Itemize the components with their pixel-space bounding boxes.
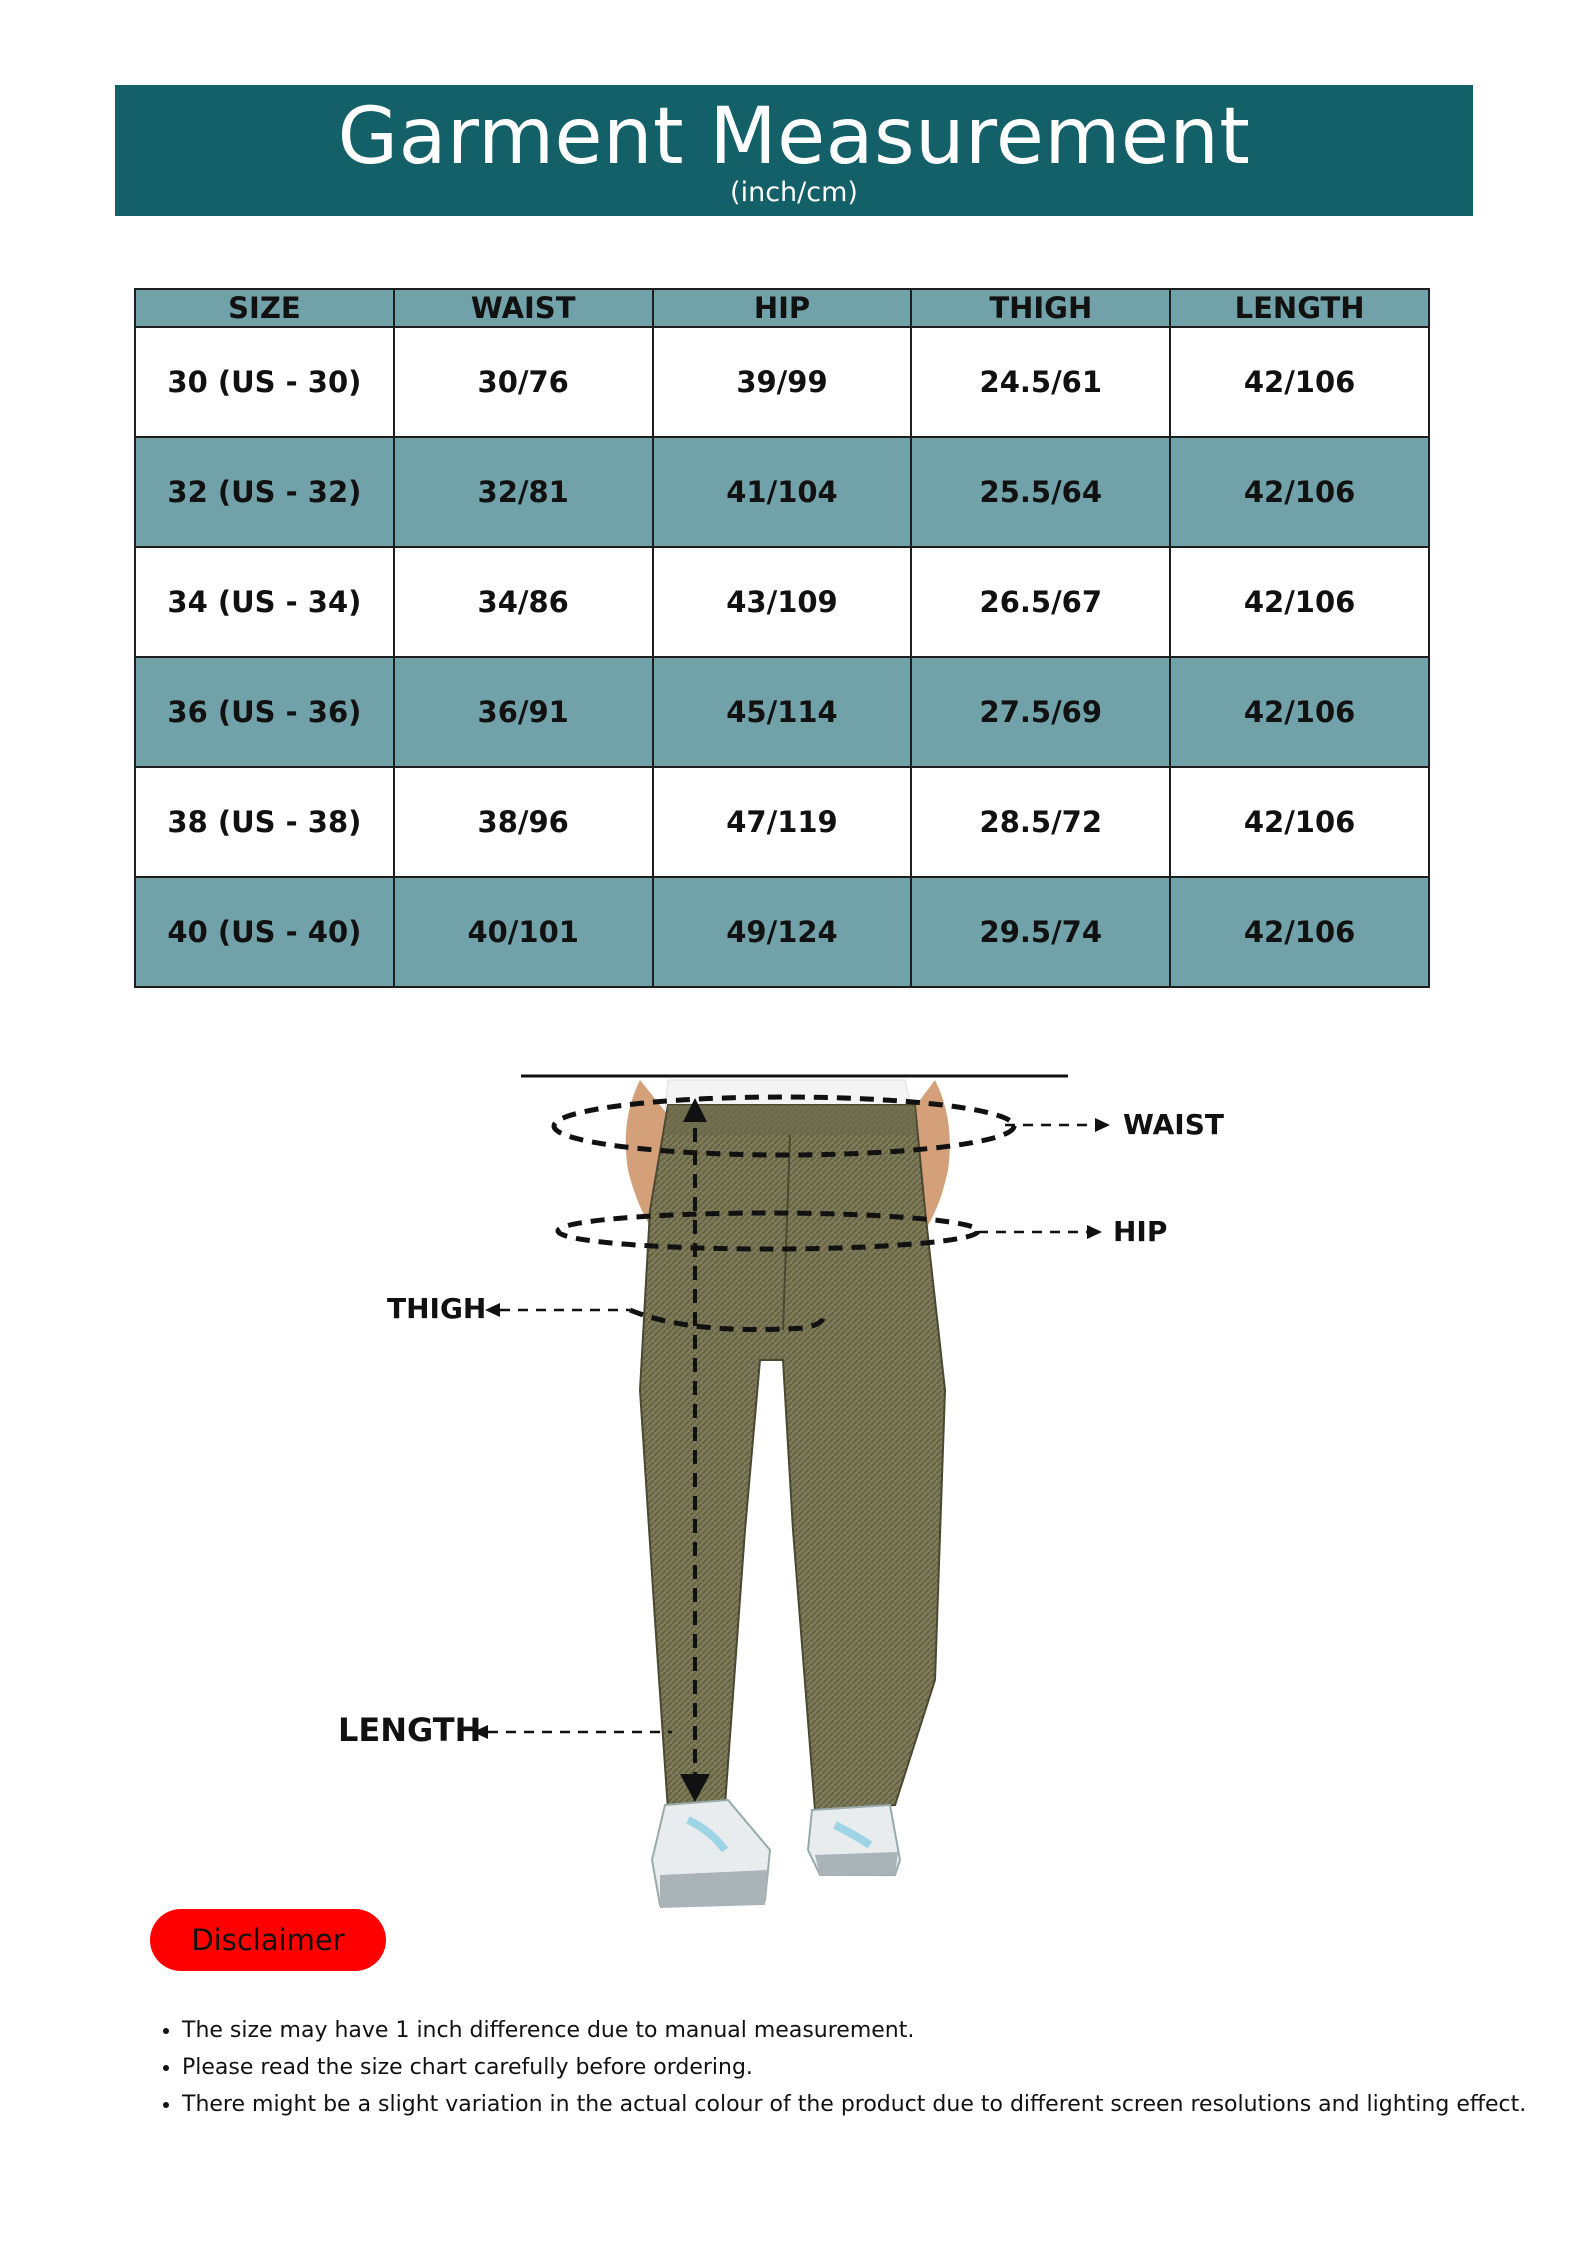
disclaimer-notes — [150, 2012, 1526, 2123]
cell-length: 42/106 — [1170, 877, 1429, 987]
waist-arrow-icon — [1095, 1118, 1110, 1132]
disclaimer-badge: Disclaimer — [150, 1909, 386, 1971]
cell-waist: 40/101 — [394, 877, 653, 987]
cell-length: 42/106 — [1170, 657, 1429, 767]
label-waist: WAIST — [1123, 1108, 1224, 1141]
cell-thigh: 26.5/67 — [911, 547, 1170, 657]
list-item: • There might be a slight variation in the actual colour of the product due to different screen resolutions and lighting effect. — [182, 2086, 1526, 2123]
jeans-icon — [640, 1105, 945, 1810]
hip-arrow-icon — [1087, 1225, 1102, 1239]
header-banner — [115, 85, 1473, 216]
label-hip: HIP — [1113, 1215, 1168, 1248]
list-item: • Please read the size chart carefully before ordering. — [182, 2049, 1526, 2086]
label-thigh: THIGH — [387, 1292, 487, 1325]
label-length: LENGTH — [338, 1711, 482, 1749]
cell-hip: 43/109 — [653, 547, 912, 657]
column-header-thigh: THIGH — [911, 289, 1170, 327]
list-item: • The size may have 1 inch difference due to manual measurement. — [182, 2012, 1526, 2049]
thigh-arrow-icon — [485, 1303, 500, 1317]
cell-length: 42/106 — [1170, 437, 1429, 547]
column-header-size: SIZE — [135, 289, 394, 327]
cell-size: 32 (US - 32) — [135, 437, 394, 547]
cell-size: 36 (US - 36) — [135, 657, 394, 767]
cell-waist: 36/91 — [394, 657, 653, 767]
cell-size: 34 (US - 34) — [135, 547, 394, 657]
table-row — [135, 657, 1429, 767]
cell-thigh: 25.5/64 — [911, 437, 1170, 547]
cell-waist: 38/96 — [394, 767, 653, 877]
column-header-waist: WAIST — [394, 289, 653, 327]
cell-size: 38 (US - 38) — [135, 767, 394, 877]
column-header-hip: HIP — [653, 289, 912, 327]
table-header-row — [135, 289, 1429, 327]
cell-hip: 39/99 — [653, 327, 912, 437]
page-subtitle: (inch/cm) — [730, 177, 858, 208]
cell-thigh: 28.5/72 — [911, 767, 1170, 877]
jeans-diagram — [0, 1060, 1583, 1930]
cell-size: 40 (US - 40) — [135, 877, 394, 987]
cell-thigh: 27.5/69 — [911, 657, 1170, 767]
measurement-figure — [0, 1060, 1583, 1930]
table-row — [135, 877, 1429, 987]
table-row — [135, 327, 1429, 437]
cell-length: 42/106 — [1170, 327, 1429, 437]
cell-length: 42/106 — [1170, 767, 1429, 877]
cell-size: 30 (US - 30) — [135, 327, 394, 437]
cell-waist: 32/81 — [394, 437, 653, 547]
page-title: Garment Measurement — [337, 92, 1251, 182]
cell-thigh: 24.5/61 — [911, 327, 1170, 437]
cell-hip: 49/124 — [653, 877, 912, 987]
cell-length: 42/106 — [1170, 547, 1429, 657]
cell-thigh: 29.5/74 — [911, 877, 1170, 987]
cell-waist: 30/76 — [394, 327, 653, 437]
table-row — [135, 767, 1429, 877]
cell-hip: 41/104 — [653, 437, 912, 547]
table-row — [135, 437, 1429, 547]
cell-hip: 45/114 — [653, 657, 912, 767]
table-row — [135, 547, 1429, 657]
cell-waist: 34/86 — [394, 547, 653, 657]
column-header-length: LENGTH — [1170, 289, 1429, 327]
size-table — [134, 288, 1430, 988]
cell-hip: 47/119 — [653, 767, 912, 877]
